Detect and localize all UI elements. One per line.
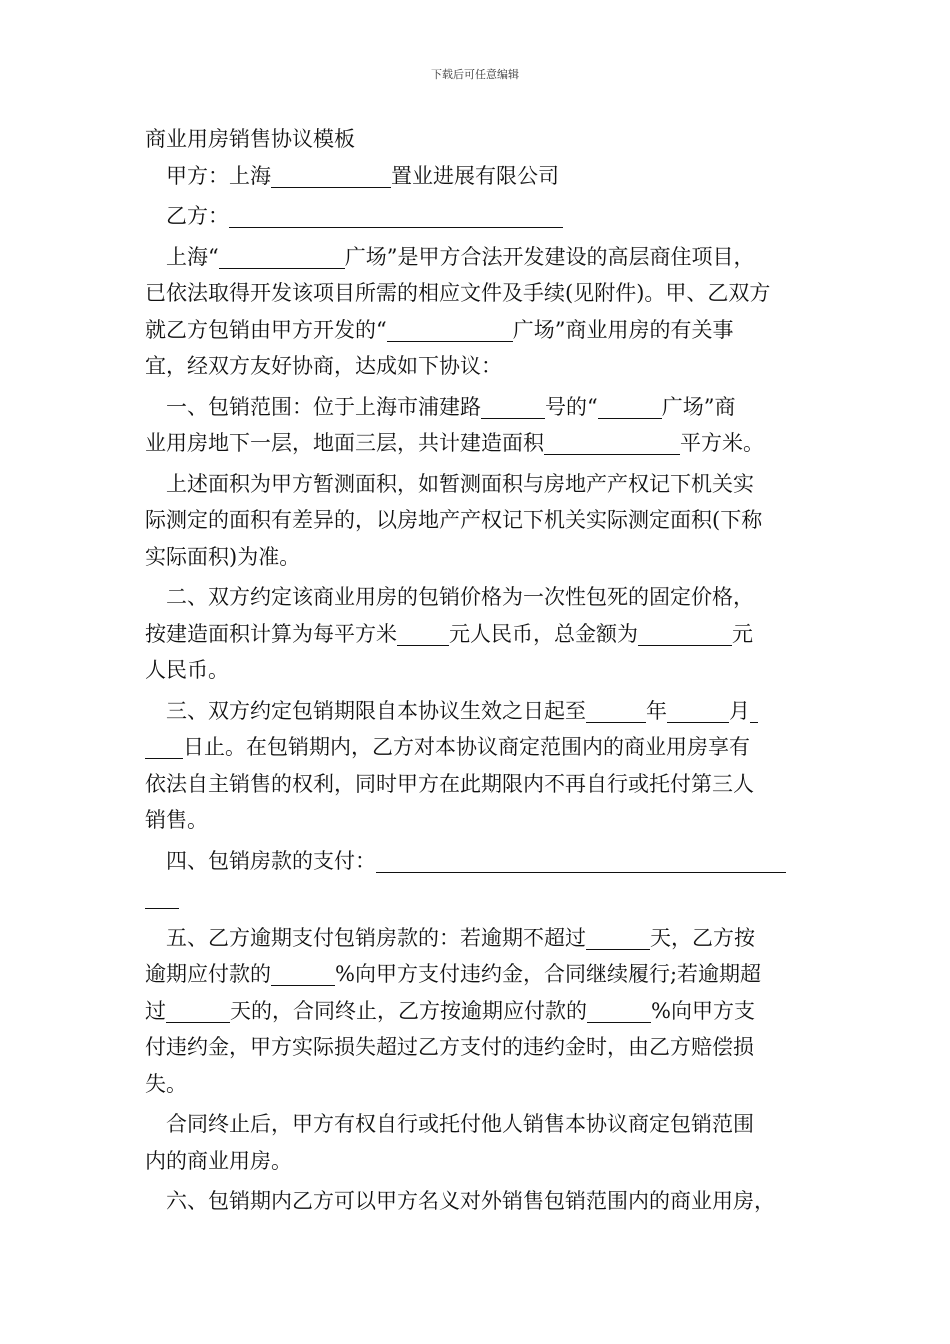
party-b-name-blank [229,205,563,228]
clause-5-line-4: 付违约金，甲方实际损失超过乙方支付的违约金时，由乙方赔偿损 [145,1035,754,1059]
intro-paragraph [145,239,810,385]
clause-text: 元 [732,621,753,646]
clause-3-line-3: 依法自主销售的权利，同时甲方在此期限内不再自行或托付第三人 [145,771,754,796]
clause-5-note [145,1106,810,1179]
clause-2 [145,579,810,689]
clause-text: 按建造面积计算为每平方米 [145,621,397,646]
clause-5-line-3 [145,993,810,1030]
clause-5-line-2 [145,956,810,993]
party-b-label: 乙方： [166,204,229,228]
clause-1-note [145,466,810,576]
plaza-name-blank [598,396,662,419]
clause-text: 五、乙方逾期支付包销房款的：若逾期不超过 [166,925,586,950]
project-name-blank [219,246,345,269]
agreement-body [145,121,810,1220]
overdue-days-blank [586,927,650,950]
day-blank-start [750,700,758,723]
party-a-label: 甲方：上海 [166,163,271,188]
payment-terms-blank [376,850,786,873]
clause-3 [145,693,810,839]
clause-5-note-line-2: 内的商业用房。 [145,1148,292,1173]
clause-text: 年 [646,698,667,723]
clause-text: 四、包销房款的支付： [166,848,376,873]
clause-text: 平方米。 [680,431,764,455]
unit-price-blank [397,623,449,646]
clause-3-line-1 [145,693,810,730]
clause-5-note-line-1: 合同终止后，甲方有权自行或托付他人销售本协议商定包销范围 [166,1112,754,1136]
clause-2-line-2 [145,616,810,653]
clause-text: 过 [145,998,166,1023]
clause-2-line-1: 二、双方约定该商业用房的包销价格为一次性包死的固定价格， [166,585,754,609]
clause-4-line-2 [145,879,810,916]
clause-text: 一、包销范围：位于上海市浦建路 [166,394,481,419]
intro-text: 就乙方包销由甲方开发的“ [145,317,387,342]
area-blank [544,432,680,455]
document-title: 商业用房销售协议模板 [145,127,355,151]
party-b-line [145,198,810,235]
clause-6 [145,1183,810,1220]
clause-1-note-line-3: 实际面积)为准。 [145,544,301,569]
street-number-blank [481,396,545,419]
clause-text: 天的，合同终止，乙方按逾期应付款的 [230,998,587,1023]
intro-text: 广场”商业用房的有关事 [512,317,734,342]
intro-line-1 [145,239,810,276]
clause-text: 逾期应付款的 [145,962,271,986]
intro-line-4: 宜，经双方友好协商，达成如下协议： [145,354,502,378]
clause-3-line-2 [145,729,810,766]
clause-6-line-1: 六、包销期内乙方可以甲方名义对外销售包销范围内的商业用房， [166,1189,775,1213]
clause-1-line-2 [145,425,810,462]
clause-text: 元人民币，总金额为 [449,621,638,646]
clause-1 [145,389,810,462]
total-amount-blank [638,623,732,646]
payment-terms-blank-continued [145,886,179,909]
clause-5 [145,920,810,1103]
clause-1-note-line-2: 际测定的面积有差异的，以房地产产权记下机关实际测定面积(下称 [145,508,763,532]
day-blank [145,736,183,759]
clause-5-line-1 [145,920,810,957]
clause-4 [145,843,810,916]
clause-text: 日止。在包销期内，乙方对本协议商定范围内的商业用房享有 [183,735,750,759]
intro-text: 广场”是甲方合法开发建设的高层商住项目， [344,244,755,269]
party-a-name-blank [271,165,391,188]
termination-rate-blank [587,1000,651,1023]
intro-line-3 [145,312,810,349]
clause-text: 天，乙方按 [650,925,755,950]
clause-text: %向甲方支 [651,998,755,1023]
clause-2-line-3: 人民币。 [145,658,229,682]
project-name-blank [387,319,513,342]
page-header-note: 下载后可任意编辑 [431,68,519,81]
clause-text: 广场”商 [661,394,736,419]
clause-text: 月 [729,698,750,723]
clause-text: 业用房地下一层，地面三层，共计建造面积 [145,431,544,455]
party-a-suffix: 置业进展有限公司 [391,163,559,188]
clause-3-line-4: 销售。 [145,808,208,832]
intro-line-2: 已依法取得开发该项目所需的相应文件及手续(见附件)。甲、乙双方 [145,281,771,305]
clause-1-note-line-1: 上述面积为甲方暂测面积，如暂测面积与房地产产权记下机关实 [166,471,754,496]
termination-days-blank [166,1000,230,1023]
year-blank [586,700,646,723]
clause-5-line-5: 失。 [145,1071,187,1096]
intro-text: 上海“ [166,244,219,269]
penalty-rate-blank [271,963,335,986]
clause-text: 号的“ [545,394,598,419]
clause-text: %向甲方支付违约金，合同继续履行;若逾期超 [335,962,762,986]
clause-1-line-1 [145,389,810,426]
clause-text: 三、双方约定包销期限自本协议生效之日起至 [166,698,586,723]
party-a-line [145,158,810,195]
clause-4-line-1 [145,843,810,880]
month-blank [667,700,729,723]
